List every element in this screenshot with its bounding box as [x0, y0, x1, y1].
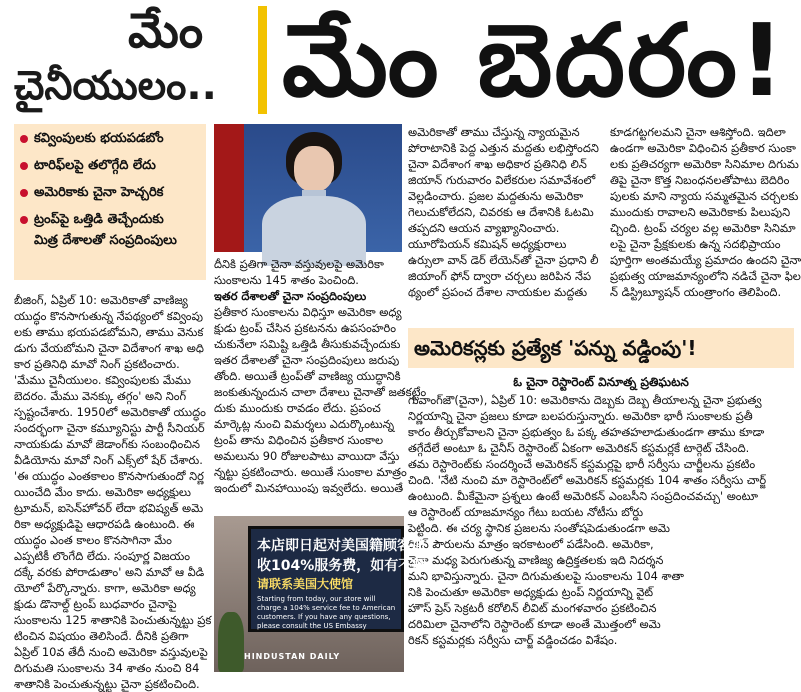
highlight-item: టారిఫ్‌లపై తలొగ్గేది లేదు	[20, 157, 156, 174]
text-line: యుద్ధం కొనసాగుతున్న నేపథ్యంలో కవ్వింపు	[14, 309, 203, 323]
text-line: ఇతర దేశాలతో చైనా సంప్రదింపులు జరుపు	[214, 353, 400, 367]
text-line: తోంది. అయితే ట్రంప్‌తో వాణిజ్య యుద్ధానికి	[214, 369, 401, 383]
text-line: జియాంగ్‌ ఫోన్‌ ద్వారా చర్చలు జరిపిన నేప	[408, 269, 592, 283]
text-line: రికన్‌ కస్టమర్లకు సర్వీసు చార్జ్‌ వడ్డించడం విశేషం.	[408, 633, 618, 647]
text-line: దక్కే వరకు పోరాడుతాం' అని మావో ఆ వీడి	[14, 565, 205, 579]
text-line: కూడగట్టగలమని చైనా ఆశిస్తోంది. ఇదిలా	[610, 125, 786, 139]
article-column-1	[14, 292, 210, 692]
text-line: గువాంగ్‌జౌ(చైనా), ఏప్రిల్‌ 10: అమెరికాను దెబ్బకు దెబ్బ తీయాలన్న చైనా ప్రభుత్వ	[408, 393, 762, 407]
spokesperson-photo	[214, 124, 402, 252]
sidebar-story-header	[408, 328, 794, 368]
text-line: నాయకుడు మావో జెడాంగ్‌కు సంబంధించిన	[14, 437, 200, 451]
text-line: తిపై చైనా కొత్త నిబంధనలతోపాటు బెదిరిం	[610, 173, 790, 187]
bullet-icon	[20, 135, 28, 143]
text-line: లకు తాము భయపడబోమని, తాము వెనుక	[14, 325, 204, 339]
highlight-item: కవ్వింపులకు భయపడబోం	[20, 130, 164, 147]
text-line: వెల్లడించారు. ప్రజల మద్దతును అమెరికా	[408, 189, 584, 203]
text-line: దుకు ముందుకు రావడం లేదు. ప్రపంచ	[214, 401, 381, 415]
sidebar-story-body	[408, 392, 796, 648]
text-line: లపై చైనా ప్రేక్షకులకు ఉన్న సదభిప్రాయం	[610, 237, 781, 251]
text-line: ఎప్పటికీ లొంగేది లేదు. సంపూర్ణ విజయం	[14, 549, 191, 563]
text-line: లకు ప్రతిచర్యగా అమెరికా సినిమాల దిగుమ	[610, 157, 799, 171]
text-line: న్నట్టు ప్రకటించారు. అయితే సుంకాల మాత్రం	[214, 465, 407, 479]
text-line: థ్యంలో ప్రపంచ దేశాల నాయకుల మద్దతు	[408, 285, 588, 299]
text-line: ఏప్రిల్‌ 10వ తేదీ నుంచి అమెరికా వస్తువులపై	[14, 645, 208, 659]
sign-chinese-line-1: 本店即日起对美国籍顾客加	[257, 538, 425, 554]
text-line: దరిమిలా చైనాలోని రెస్టారెంట్‌ కూడా అంతే మొత్తంలో అమె	[408, 617, 661, 631]
text-line: గెలుచుకోలేదని, చివరకు ఆ దేశానికి ఓటమి	[408, 205, 594, 219]
text-line: పులకు మాని న్యాయ సమ్మతమైన చర్చలకు	[610, 189, 799, 203]
article-column-2	[214, 256, 427, 496]
text-line: యూరోపియన్‌ కమిషన్‌ అధ్యక్షురాలు	[408, 237, 567, 251]
text-line: సందర్భంగా చైనా కమ్యూనిస్టు పార్టీ సీనియర్‌	[14, 421, 205, 435]
photo-credit: HINDUSTAN DAILY	[244, 652, 341, 661]
highlights-box	[14, 124, 206, 280]
highlight-item: అమెరికాకు చైనా హెచ్చరిక	[20, 184, 163, 201]
text-line: శాతానికి పెంచుతున్నట్టు చైనా ప్రకటించింది.	[14, 677, 200, 691]
text-line: చుకునేలా సమిష్టి ఒత్తిడి తీసుకువచ్చేందుకు	[214, 337, 401, 351]
text-line: క్షుడు డొనాల్డ్‌ ట్రంప్‌ బుధవారం చైనాపై	[14, 597, 177, 611]
text-line: కారం తీర్చుకోవాలని చైనా ప్రభుత్వం ఓ పక్క తహతహలాడుతుండగా తాము కూడా	[408, 425, 765, 439]
text-line: యించేది మేం కాదు. అమెరికా అధ్యక్షులు	[14, 485, 191, 499]
text-line: ఉంటుంది. మీకేమైనా ప్రశ్నలు ఉంటే అమెరికన్‌ ఎంబసీని సంప్రదించవచ్చు' అంటూ	[408, 489, 758, 503]
sign-chinese-line-3: 请联系美国大使馆	[257, 577, 354, 591]
highlight-item-continued: మిత్ర దేశాలతో సంప్రదింపులు	[34, 233, 177, 248]
highlight-item: ట్రంప్‌పై ఒత్తిడి తెచ్చేందుకు	[20, 211, 164, 228]
text-line: ట్రూమన్‌, ఐసెన్‌హోవర్‌ లేదా భవిష్యత్‌ అమె	[14, 501, 204, 515]
headline: మేం బెదరం!	[282, 2, 787, 119]
article-column-3	[408, 124, 604, 300]
text-line: చ్చింది. ట్రంప్‌ చర్యల వల్ల అమెరికా సినిమా	[610, 221, 796, 235]
text-line: పూర్తిగా అంతమయ్యే ప్రమాదం ఉందని చైనా	[610, 253, 801, 267]
text-line: ప్రతీకార సుంకాలను విధిస్తూ అమెరికా అధ్య	[214, 305, 402, 319]
text-line: న్‌ డిస్ట్రిబ్యూషన్‌ యంత్రాంగం తెలిపింది.	[610, 285, 782, 299]
text-line: జంకుతున్నందున చాలా దేశాలు చైనాతో జతకట్టేం	[214, 385, 427, 399]
text-line: 'ఈ యుద్ధం ఎంతకాలం కొనసాగుతుందో నిర్ణ	[14, 469, 204, 483]
text-line: సుంకాలను 125 శాతానికి పెంచుతున్నట్టు ప్రక	[14, 613, 212, 627]
text-line: తమ రెస్టారెంట్‌కు సందర్శించే అమెరికన్‌ కస్టమర్లపై భారీ సర్వీసు చార్జీలను ప్రకటిం	[408, 457, 756, 471]
text-line: పోరాటానికి పెద్ద ఎత్తున మద్దతు లభిస్తోందని	[408, 141, 599, 155]
restaurant-sign-photo	[214, 516, 441, 672]
text-line: రికన్‌ పౌరులను మాత్రం ఇరకాటంలో పడేసింది. అమెరికా,	[408, 537, 654, 551]
text-line: చింది. 'నేటి నుంచి మా రెస్టారెంట్‌లో అమెరికన్‌ కస్టమర్లకు 104 శాతం సర్వీసు చార్జ్‌	[408, 473, 767, 487]
text-line: నిర్ణయాన్ని చైనా ప్రజలు కూడా బలపరుస్తున్నారు. అమెరికా భారీ సుంకాలకు ప్రతీ	[408, 409, 753, 423]
sign-chinese-line-2: 收104%服务费，如有不解，	[257, 558, 441, 574]
text-line: యుద్ధం ఎంత కాలం కొనసాగినా మేం	[14, 533, 172, 547]
sidebar-story-subtitle: ఓ చైనా రెస్టారెంట్‌ వినూత్న ప్రతిఘటన	[513, 375, 689, 389]
text-line: స్పష్టంచేశారు. 1950లో అమెరికాతో యుద్ధం	[14, 405, 206, 419]
text-line: చైనా విదేశాంగ శాఖ అధికార ప్రతినిధి లిన్‌	[408, 157, 587, 171]
article-column-4	[610, 124, 801, 300]
text-line: 'మేము చైనీయులం. కవ్వింపులకు మేము	[14, 373, 191, 387]
text-line: టించిన విషయం తెలిసిందే. దీనికి ప్రతిగా	[14, 629, 189, 643]
text-line: రికా అధ్యక్షుడిపై ఆధారపడి ఉంటుంది. ఈ	[14, 517, 195, 531]
section-subheading: ఇతర దేశాలతో చైనా సంప్రదింపులు	[214, 289, 367, 303]
text-line: యోలో పేర్కొన్నారు. కాగా, అమెరికా అధ్య	[14, 581, 196, 595]
sidebar-story-title: అమెరికన్లకు ప్రత్యేక 'పన్ను వడ్డింపు'!	[414, 336, 697, 360]
kicker-line-1: మేం	[128, 3, 204, 59]
text-line: అమెరికాతో తాము చేస్తున్న న్యాయమైన	[408, 125, 580, 139]
text-line: డుగు వేయబోమని చైనా విదేశాంగ శాఖ అధి	[14, 341, 204, 355]
text-line: తగ్గేదేలే అంటూ ఓ చైనీస్‌ రెస్టారెంట్‌ ఏకంగా అమెరికన్‌ కస్టమర్లకే టార్గెట్‌ చేసింది.	[408, 441, 750, 455]
text-line: కార ప్రతినిధి మావో నింగ్‌ ప్రకటించారు.	[14, 357, 180, 371]
text-line: తప్పదని ఆయన వ్యాఖ్యానించారు.	[408, 221, 560, 235]
text-line: అమలును 90 రోజులపాటు వాయిదా వేస్తు	[214, 449, 400, 463]
text-line: జియాన్‌ గురువారం విలేకరుల సమావేశంలో	[408, 173, 596, 187]
text-line: చైనా మధ్య పెరుగుతున్న వాణిజ్య ఉద్రిక్తతలకు ఇది నిదర్శన	[408, 553, 664, 567]
text-line: దీనికి ప్రతిగా చైనా వస్తువులపై అమెరికా	[214, 257, 384, 271]
text-line: మార్కెట్ల నుంచి విమర్శలు ఎదుర్కొంటున్న	[214, 417, 395, 431]
text-line: ఉండగా అమెరికా విధించిన ప్రతీకార సుంకా	[610, 141, 796, 155]
plant-icon	[218, 612, 244, 672]
text-line: సుంకాలను 145 శాతం పెంచింది.	[214, 273, 359, 287]
text-line: వీడియోను మావో నింగ్‌ ఎక్స్‌లో షేర్‌ చేశారు.	[14, 453, 203, 467]
text-line: ట్రంప్‌ తాను విధించిన ప్రతీకార సుంకాల	[214, 433, 384, 447]
text-line: దిగుమతి సుంకాలను 34 శాతం నుంచి 84	[14, 661, 200, 675]
notice-screen	[248, 526, 441, 632]
text-line: ముందుకు రావాలని అమెరికాకు పిలుపుని	[610, 205, 791, 219]
text-line: ఇందులో మినహాయింపు ఇవ్వలేదు. అయితే	[214, 481, 404, 495]
bullet-icon	[20, 162, 28, 170]
text-line: పెట్టింది. ఈ చర్య స్థానిక ప్రజలను సంతోషపెడుతుండగా అమె	[408, 521, 670, 535]
bullet-icon	[20, 216, 28, 224]
text-line: హౌస్‌ ప్రెస్‌ సెక్రటరీ కరోలిన్‌ లీవిట్‌ మంగళవారం ప్రకటించిన	[408, 601, 657, 615]
text-line: బీజింగ్‌, ఏప్రిల్‌ 10: అమెరికాతో వాణిజ్య	[14, 293, 188, 307]
text-line: క్షుడు ట్రంప్‌ చేసిన ప్రకటనను ఉపసంహరిం	[214, 321, 397, 335]
text-line: ఆ రెస్టారెంట్‌ యాజమాన్యం గేటు బయట నోటీసు బోర్డు	[408, 505, 644, 519]
accent-divider	[258, 6, 267, 114]
text-line: ఉర్సులా వాన్‌ డెర్‌ లేయెన్‌తో చైనా ప్రధాని లీ	[408, 253, 599, 267]
sign-english-text: Starting from today, our store will charge a 104% service fee to American customers. If you have any questions, please consult the US Embassy	[257, 595, 396, 630]
text-line: మని భావిస్తున్నారు. చైనా దిగుమతులపై సుంకాలను 104 శాతా	[408, 569, 684, 583]
kicker-line-2: చైనీయులం..	[14, 63, 217, 109]
bullet-icon	[20, 189, 28, 197]
text-line: ప్రభుత్వ యాజమాన్యంలోని నడిచే చైనా ఫిల	[610, 269, 801, 283]
text-line: నికి పెంచుతూ అమెరికా అధ్యక్షుడు ట్రంప్‌ నిర్ణయాన్ని వైట్‌	[408, 585, 654, 599]
text-line: బెదరం. మేము వెనక్కు తగ్గం' అని నింగ్‌	[14, 389, 187, 403]
